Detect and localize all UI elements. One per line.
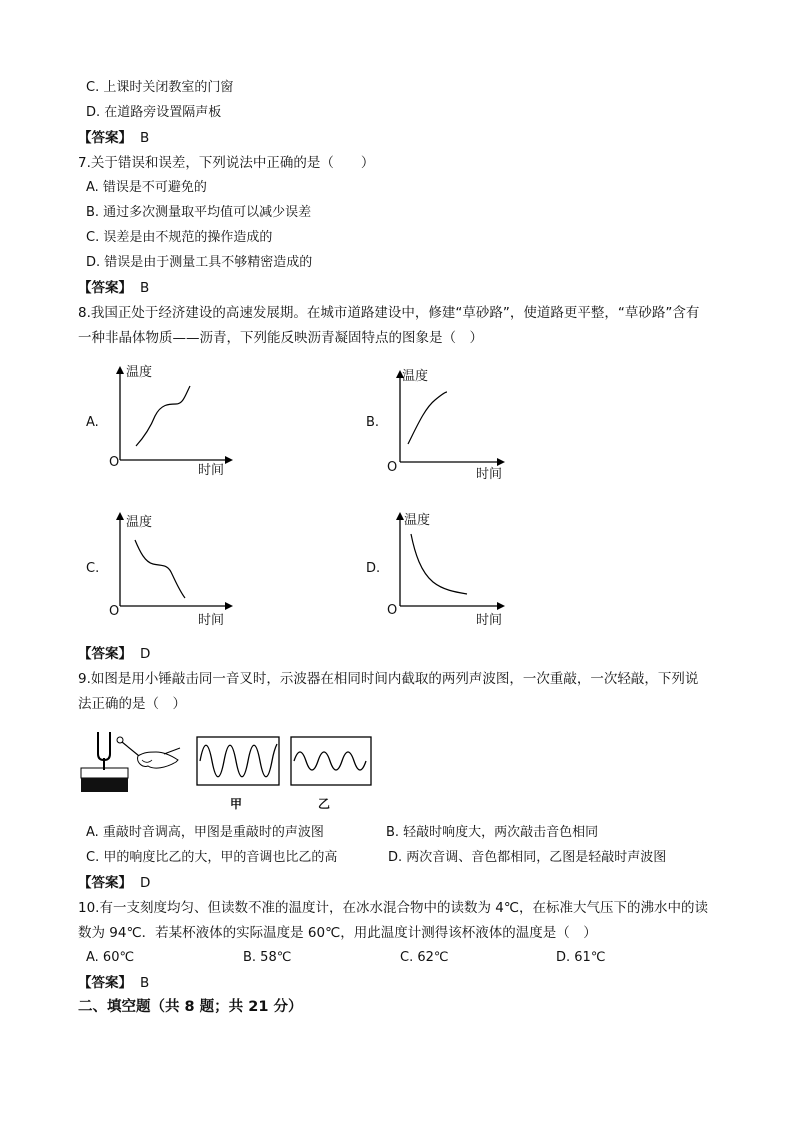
q7-option-a: A. 错误是不可避免的	[86, 180, 207, 195]
answer-label: 【答案】	[78, 280, 132, 296]
curve	[136, 386, 190, 446]
q10-stem-line2: 数为 94℃．若某杯液体的实际温度是 60℃，用此温度计测得该杯液体的温度是（ ）	[78, 925, 597, 941]
sleeve	[164, 748, 180, 754]
graph-a-xlabel: 时间	[198, 463, 225, 478]
answer-label: 【答案】	[78, 975, 132, 991]
answer-value: B	[140, 280, 150, 296]
q8-stem-line2: 一种非晶体物质——沥青，下列能反映沥青凝固特点的图象是（ ）	[78, 330, 483, 346]
q7-answer	[78, 279, 149, 297]
graph-d-origin: O	[387, 603, 398, 618]
tuning-fork-illustration	[76, 730, 186, 794]
waveform-jia	[196, 736, 281, 786]
q6-option-d: D. 在道路旁设置隔声板	[86, 105, 222, 120]
hand	[138, 752, 178, 768]
waveform-yi	[290, 736, 374, 786]
q9-stem-line1: 9.如图是用小锤敲击同一音叉时，示波器在相同时间内截取的两列声波图，一次重敲，一次轻敲，下列说	[78, 671, 699, 687]
x-axis-arrow	[225, 456, 233, 464]
q9-option-a: A. 重敲时音调高，甲图是重敲时的声波图	[86, 825, 324, 840]
graph-d-label: D.	[366, 561, 381, 576]
answer-label: 【答案】	[78, 875, 132, 891]
y-axis-arrow	[116, 512, 124, 520]
q9-answer	[78, 874, 150, 892]
q7-option-b: B. 通过多次测量取平均值可以减少误差	[86, 205, 312, 220]
q6-option-c: C. 上课时关闭教室的门窗	[86, 80, 234, 95]
graph-b-xlabel: 时间	[476, 467, 503, 482]
curve	[411, 534, 467, 594]
q10-option-a: A. 60℃	[86, 950, 135, 965]
answer-value: B	[140, 975, 150, 991]
graph-c-xlabel: 时间	[198, 613, 225, 628]
q7-stem: 7.关于错误和误差，下列说法中正确的是（ ）	[78, 155, 375, 171]
waveform-jia-label: 甲	[230, 797, 243, 811]
q9-option-c: C. 甲的响度比乙的大，甲的音调也比乙的高	[86, 850, 338, 865]
q10-option-c: C. 62℃	[400, 950, 449, 965]
answer-label: 【答案】	[78, 646, 132, 662]
curve	[408, 392, 447, 444]
y-axis-arrow	[396, 512, 404, 520]
q10-answer	[78, 974, 149, 992]
q10-stem-line1: 10.有一支刻度均匀、但读数不准的温度计，在冰水混合物中的读数为 4℃，在标准大气压下的沸水中的读	[78, 900, 709, 916]
graph-a-label: A.	[86, 415, 99, 430]
graph-b-origin: O	[387, 460, 398, 475]
answer-label: 【答案】	[78, 130, 132, 146]
graph-d-ylabel: 温度	[404, 513, 431, 528]
graph-c-label: C.	[86, 561, 100, 576]
graph-d-xlabel: 时间	[476, 613, 503, 628]
curve	[135, 540, 185, 598]
graph-a	[105, 362, 235, 478]
x-axis-arrow	[497, 602, 505, 610]
q10-option-d: D. 61℃	[556, 950, 606, 965]
graph-b-ylabel: 温度	[402, 369, 429, 384]
graph-a-origin: O	[109, 455, 120, 470]
graph-a-ylabel: 温度	[126, 365, 153, 380]
section-heading: 二、填空题（共 8 题；共 21 分）	[78, 999, 303, 1015]
answer-value: D	[140, 875, 151, 891]
scope-frame	[291, 737, 371, 785]
graph-b-label: B.	[366, 415, 380, 430]
q8-stem-line1: 8.我国正处于经济建设的高速发展期。在城市道路建设中，修建“草砂路”，使道路更平整，“草砂路”含有	[78, 305, 700, 321]
waveform-yi-label: 乙	[318, 797, 331, 811]
q6-answer	[78, 129, 149, 147]
x-axis-arrow	[225, 602, 233, 610]
q7-option-c: C. 误差是由不规范的操作造成的	[86, 230, 273, 245]
y-axis-arrow	[116, 366, 124, 374]
q9-option-b: B. 轻敲时响度大，两次敲击音色相同	[386, 825, 599, 840]
q7-option-d: D. 错误是由于测量工具不够精密造成的	[86, 255, 313, 270]
scope-frame	[197, 737, 279, 785]
q10-option-b: B. 58℃	[243, 950, 292, 965]
q9-stem-line2: 法正确的是（ ）	[78, 696, 186, 712]
answer-value: D	[140, 646, 151, 662]
q9-option-d: D. 两次音调、音色都相同，乙图是轻敲时声波图	[388, 850, 667, 865]
fork-base-side	[81, 778, 128, 792]
fork-prongs	[98, 732, 110, 760]
graph-c-ylabel: 温度	[126, 515, 153, 530]
graph-c-origin: O	[109, 604, 120, 619]
q8-answer	[78, 645, 150, 663]
x-axis-arrow	[497, 458, 505, 466]
answer-value: B	[140, 130, 150, 146]
graph-c	[105, 508, 235, 624]
